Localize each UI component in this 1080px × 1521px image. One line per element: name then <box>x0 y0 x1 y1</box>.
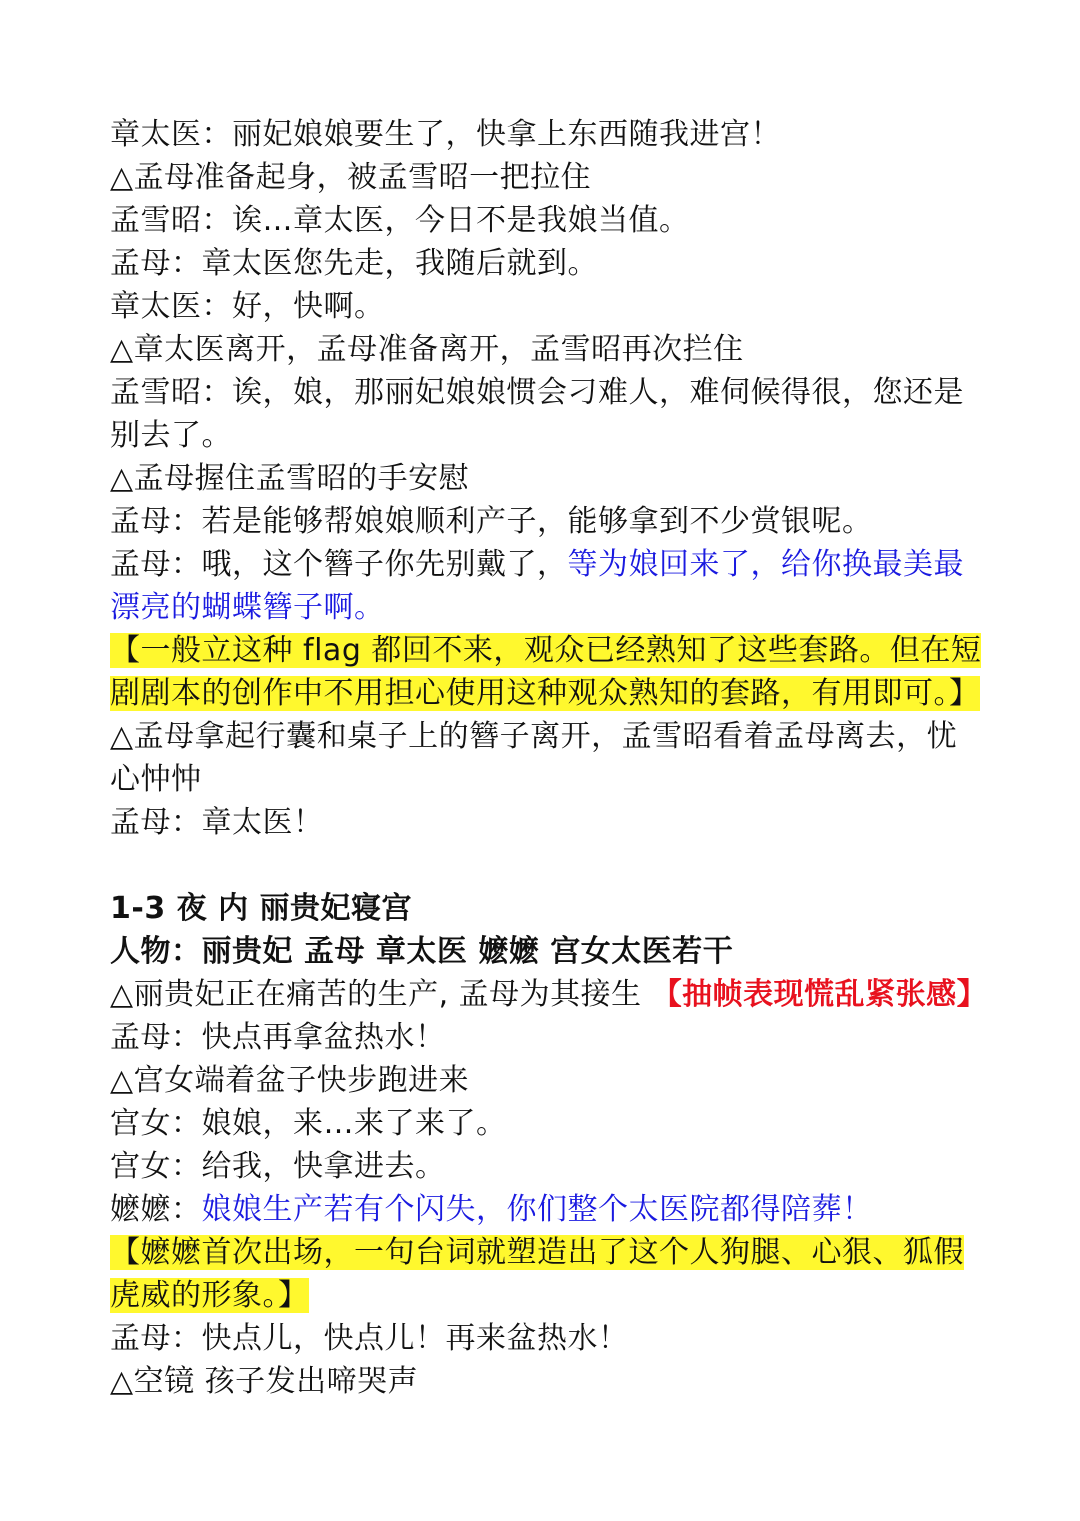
blue-emphasis-line <box>110 586 970 629</box>
action-line <box>110 156 970 199</box>
commentary-line <box>110 1274 970 1317</box>
scene-heading-text: 1-3 夜 内 丽贵妃寝宫 <box>110 891 413 926</box>
dialogue-line <box>110 371 970 414</box>
dialogue-line <box>110 543 970 586</box>
blue-emphasis-text: 漂亮的蝴蝶簪子啊。 <box>110 590 385 625</box>
line-text: 孟母：哦，这个簪子你先别戴了， <box>110 547 568 582</box>
dialogue-line <box>110 113 970 156</box>
line-text: 孟母：章太医您先走，我随后就到。 <box>110 246 598 281</box>
line-text: 心忡忡 <box>110 762 202 797</box>
dialogue-line <box>110 242 970 285</box>
line-text: △章太医离开，孟母准备离开，孟雪昭再次拦住 <box>110 332 744 367</box>
commentary-line <box>110 1231 970 1274</box>
blue-emphasis-text: 娘娘生产若有个闪失，你们整个太医院都得陪葬！ <box>201 1192 873 1227</box>
line-text: 孟雪昭：诶…章太医，今日不是我娘当值。 <box>110 203 690 238</box>
action-line-cont <box>110 758 970 801</box>
action-line <box>110 715 970 758</box>
line-text: 章太医：丽妃娘娘要生了，快拿上东西随我进宫！ <box>110 117 781 152</box>
dialogue-line <box>110 801 970 844</box>
dialogue-line <box>110 1016 970 1059</box>
line-text: 孟雪昭：诶，娘，那丽妃娘娘惯会刁难人，难伺候得很，您还是 <box>110 375 964 410</box>
highlighted-commentary: 剧剧本的创作中不用担心使用这种观众熟知的套路，有用即可。】 <box>110 676 980 711</box>
line-text: 别去了。 <box>110 418 232 453</box>
line-text: 孟母：快点再拿盆热水！ <box>110 1020 446 1055</box>
dialogue-line <box>110 1102 970 1145</box>
line-text: 宫女：娘娘，来…来了来了。 <box>110 1106 507 1141</box>
dialogue-line <box>110 1317 970 1360</box>
blue-emphasis-text: 等为娘回来了，给你换最美最 <box>567 547 964 582</box>
dialogue-line <box>110 199 970 242</box>
dialogue-line <box>110 500 970 543</box>
action-line <box>110 1360 970 1403</box>
dialogue-line <box>110 1145 970 1188</box>
line-text: △空镜 孩子发出啼哭声 <box>110 1364 419 1399</box>
line-text: △孟母握住孟雪昭的手安慰 <box>110 461 470 496</box>
line-text: △孟母拿起行囊和桌子上的簪子离开，孟雪昭看着孟母离去，忧 <box>110 719 958 754</box>
line-text: 孟母：章太医！ <box>110 805 324 840</box>
line-text: 孟母：快点儿，快点儿！再来盆热水！ <box>110 1321 629 1356</box>
action-line <box>110 457 970 500</box>
line-text: △孟母准备起身，被孟雪昭一把拉住 <box>110 160 592 195</box>
commentary-line <box>110 672 980 715</box>
action-line <box>110 973 988 1016</box>
red-direction-note: 【抽帧表现慌乱紧张感】 <box>651 977 988 1012</box>
action-line <box>110 328 970 371</box>
action-line <box>110 1059 970 1102</box>
highlighted-commentary: 【一般立这种 flag 都回不来，观众已经熟知了这些套路。但在短 <box>110 633 982 668</box>
commentary-line <box>110 629 982 672</box>
characters-text: 人物：丽贵妃 孟母 章太医 嬷嬷 宫女太医若干 <box>110 934 734 969</box>
highlighted-commentary: 【嬷嬷首次出场，一句台词就塑造出了这个人狗腿、心狠、狐假 <box>110 1235 964 1270</box>
line-text: △宫女端着盆子快步跑进来 <box>110 1063 470 1098</box>
line-text: 宫女：给我，快拿进去。 <box>110 1149 446 1184</box>
line-text: △丽贵妃正在痛苦的生产, 孟母为其接生 <box>110 977 652 1012</box>
dialogue-line <box>110 1188 970 1231</box>
characters-line <box>110 930 970 973</box>
dialogue-line-cont <box>110 414 970 457</box>
line-text: 章太医：好，快啊。 <box>110 289 385 324</box>
speaker-label: 嬷嬷： <box>110 1192 202 1227</box>
scene-heading <box>110 887 970 930</box>
line-text: 孟母：若是能够帮娘娘顺利产子，能够拿到不少赏银呢。 <box>110 504 873 539</box>
dialogue-line <box>110 285 970 328</box>
highlighted-commentary: 虎威的形象。】 <box>110 1278 309 1313</box>
